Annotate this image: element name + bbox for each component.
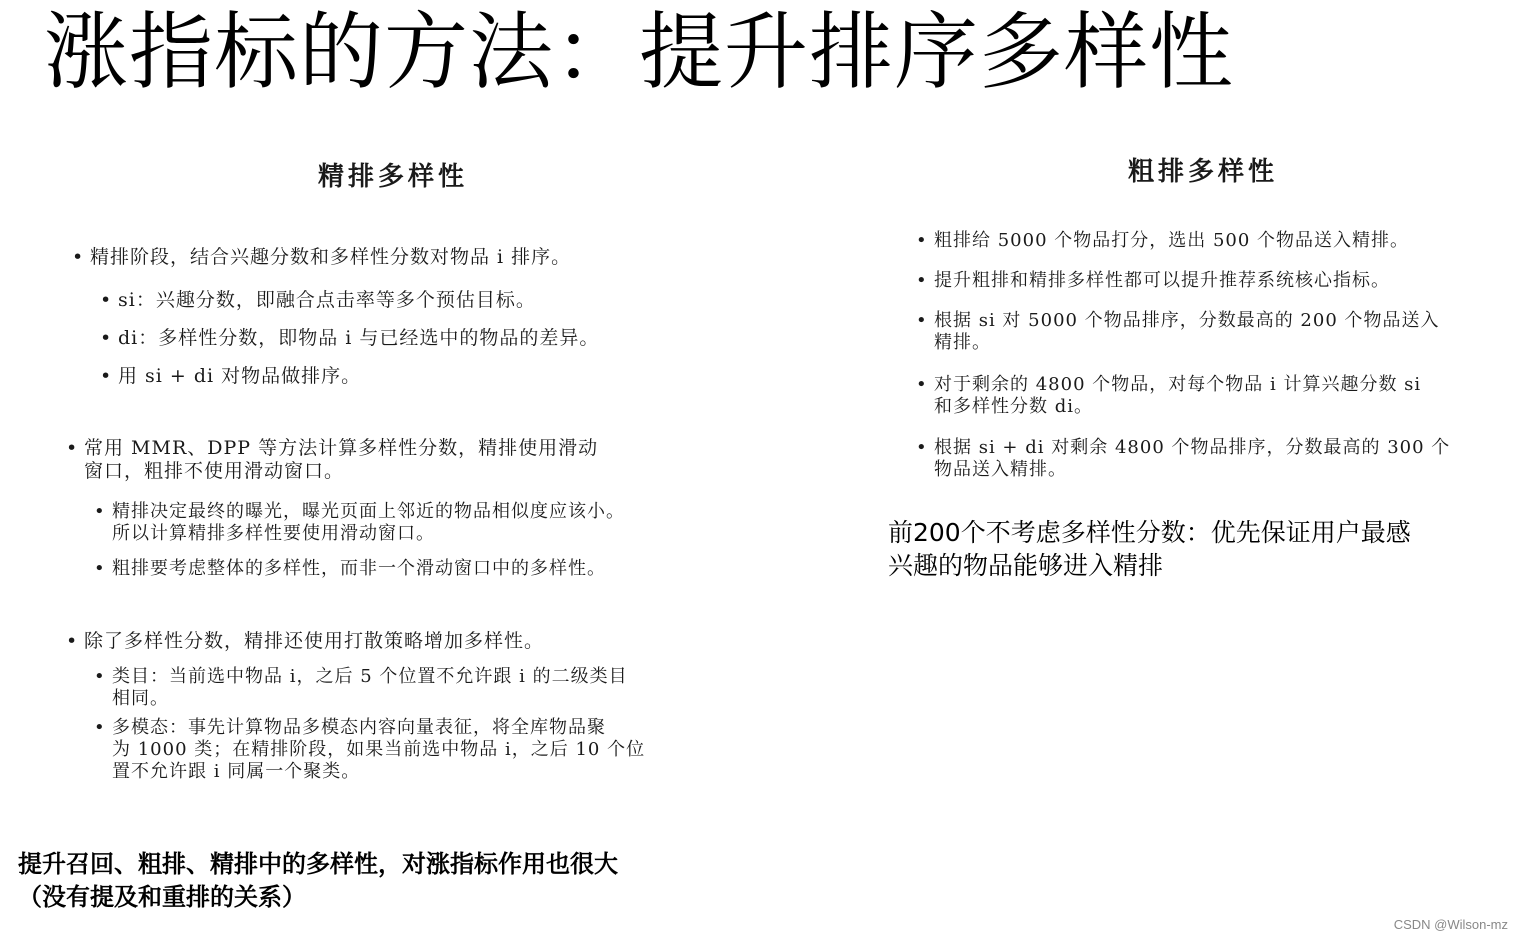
watermark: CSDN @Wilson-mz <box>1393 917 1508 932</box>
sub-bullet-item: • si：兴趣分数，即融合点击率等多个预估目标。 <box>100 289 536 311</box>
page-title: 涨指标的方法：提升排序多样性 <box>44 3 1235 101</box>
bullet-item: • 粗排给 5000 个物品打分，选出 500 个物品送入精排。 <box>916 230 1410 251</box>
bullet-dot-icon: • <box>100 327 113 349</box>
bullet-dot-icon: • <box>94 558 106 579</box>
summary-note: 提升召回、粗排、精排中的多样性，对涨指标作用也很大 （没有提及和重排的关系） <box>18 850 618 911</box>
panel-heading: 精排多样性 <box>318 162 469 192</box>
sub-bullet-item: • 精排决定最终的曝光，曝光页面上邻近的物品相似度应该小。 所以计算精排多样性要使用滑动窗口。 <box>94 501 625 544</box>
bullet-item: • 对于剩余的 4800 个物品，对每个物品 i 计算兴趣分数 si 和多样性分数 di。 <box>916 374 1422 417</box>
bullet-dot-icon: • <box>100 289 113 311</box>
bullet-dot-icon: • <box>916 270 928 291</box>
bullet-dot-icon: • <box>72 246 85 268</box>
panel-heading: 粗排多样性 <box>1128 157 1279 187</box>
bullet-dot-icon: • <box>94 501 106 522</box>
bullet-item: • 精排阶段，结合兴趣分数和多样性分数对物品 i 排序。 <box>72 246 572 268</box>
bullet-dot-icon: • <box>66 630 79 652</box>
annotation-note: 前200个不考虑多样性分数：优先保证用户最感 兴趣的物品能够进入精排 <box>888 518 1411 580</box>
bullet-dot-icon: • <box>66 437 79 459</box>
bullet-item: • 提升粗排和精排多样性都可以提升推荐系统核心指标。 <box>916 270 1390 291</box>
bullet-item: • 常用 MMR、DPP 等方法计算多样性分数，精排使用滑动 窗口，粗排不使用滑动窗口。 <box>66 437 599 482</box>
bullet-dot-icon: • <box>94 666 106 687</box>
sub-bullet-item: • 粗排要考虑整体的多样性，而非一个滑动窗口中的多样性。 <box>94 558 606 579</box>
sub-bullet-item: • 用 si + di 对物品做排序。 <box>100 365 362 387</box>
bullet-dot-icon: • <box>916 310 928 331</box>
bullet-dot-icon: • <box>916 437 928 458</box>
bullet-dot-icon: • <box>916 230 928 251</box>
bullet-item: • 除了多样性分数，精排还使用打散策略增加多样性。 <box>66 630 545 652</box>
bullet-item: • 根据 si + di 对剩余 4800 个物品排序，分数最高的 300 个 物品送入精排。 <box>916 437 1451 480</box>
bullet-item: • 根据 si 对 5000 个物品排序，分数最高的 200 个物品送入 精排。 <box>916 310 1440 353</box>
bullet-dot-icon: • <box>100 365 113 387</box>
bullet-dot-icon: • <box>94 717 106 738</box>
bullet-dot-icon: • <box>916 374 928 395</box>
sub-bullet-item: • 多模态：事先计算物品多模态内容向量表征，将全库物品聚 为 1000 类；在精排阶段，如果当前选中物品 i，之后 10 个位 置不允许跟 i 同属一个聚类。 <box>94 717 646 782</box>
sub-bullet-item: • 类目：当前选中物品 i，之后 5 个位置不允许跟 i 的二级类目 相同。 <box>94 666 628 709</box>
sub-bullet-item: • di：多样性分数，即物品 i 与已经选中的物品的差异。 <box>100 327 600 349</box>
